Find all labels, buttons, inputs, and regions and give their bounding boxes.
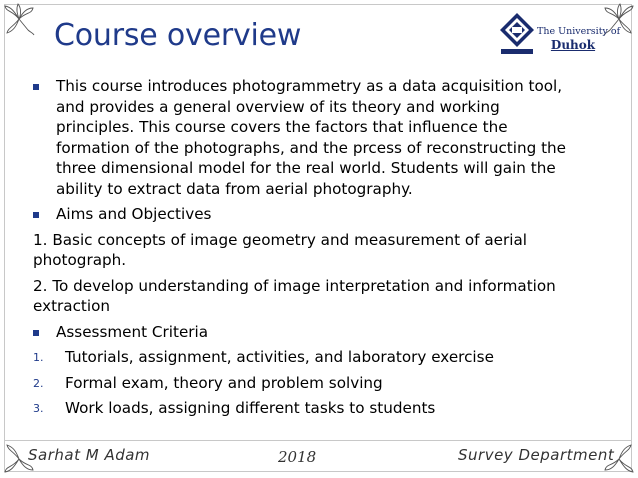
footer-department: Survey Department — [458, 446, 615, 464]
square-bullet-icon — [33, 330, 39, 336]
footer-year: 2018 — [278, 448, 317, 466]
numbered-text: Work loads, assigning different tasks to students — [65, 399, 436, 417]
bullet-text: Aims and Objectives — [56, 205, 212, 223]
numbered-text: Formal exam, theory and problem solving — [65, 373, 383, 392]
square-bullet-icon — [33, 84, 39, 90]
numbered-item — [33, 373, 573, 394]
numbered-item — [33, 398, 573, 419]
item-number: 1. — [33, 351, 44, 364]
footer-author: Sarhat M Adam — [28, 446, 151, 464]
slide-title: Course overview — [54, 18, 302, 53]
bullet-text: This course introduces photogrammetry as a data acquisition tool, and provides a general overview of its theory and working principles. This course covers the factors that influence the formation of the photographs, and the prcess of reconstructing the three dimensional model for the real world. Students will gain the ability to extract data from aerial photography. — [56, 77, 567, 198]
bullet-item — [33, 322, 573, 343]
numbered-text: Tutorials, assignment, activities, and laboratory exercise — [65, 348, 494, 366]
lily-flower-icon — [2, 2, 36, 36]
square-bullet-icon — [33, 212, 39, 218]
item-number: 3. — [33, 402, 44, 415]
objective-item: 2. To develop understanding of image interpretation and information extraction — [33, 276, 556, 315]
assessment-heading: Assessment Criteria — [56, 322, 209, 341]
objective-item: 1. Basic concepts of image geometry and measurement of aerial photograph. — [33, 230, 527, 269]
bullet-item — [33, 204, 573, 225]
numbered-item — [33, 347, 573, 368]
slide-body — [33, 76, 573, 424]
logo-duhok-label: Duhok — [550, 38, 596, 52]
logo-university-label: The University of — [537, 26, 621, 37]
bullet-item — [33, 76, 573, 199]
university-emblem-icon — [499, 12, 535, 56]
item-number: 2. — [33, 376, 44, 390]
university-logo — [497, 12, 621, 58]
footer-divider — [4, 440, 632, 441]
